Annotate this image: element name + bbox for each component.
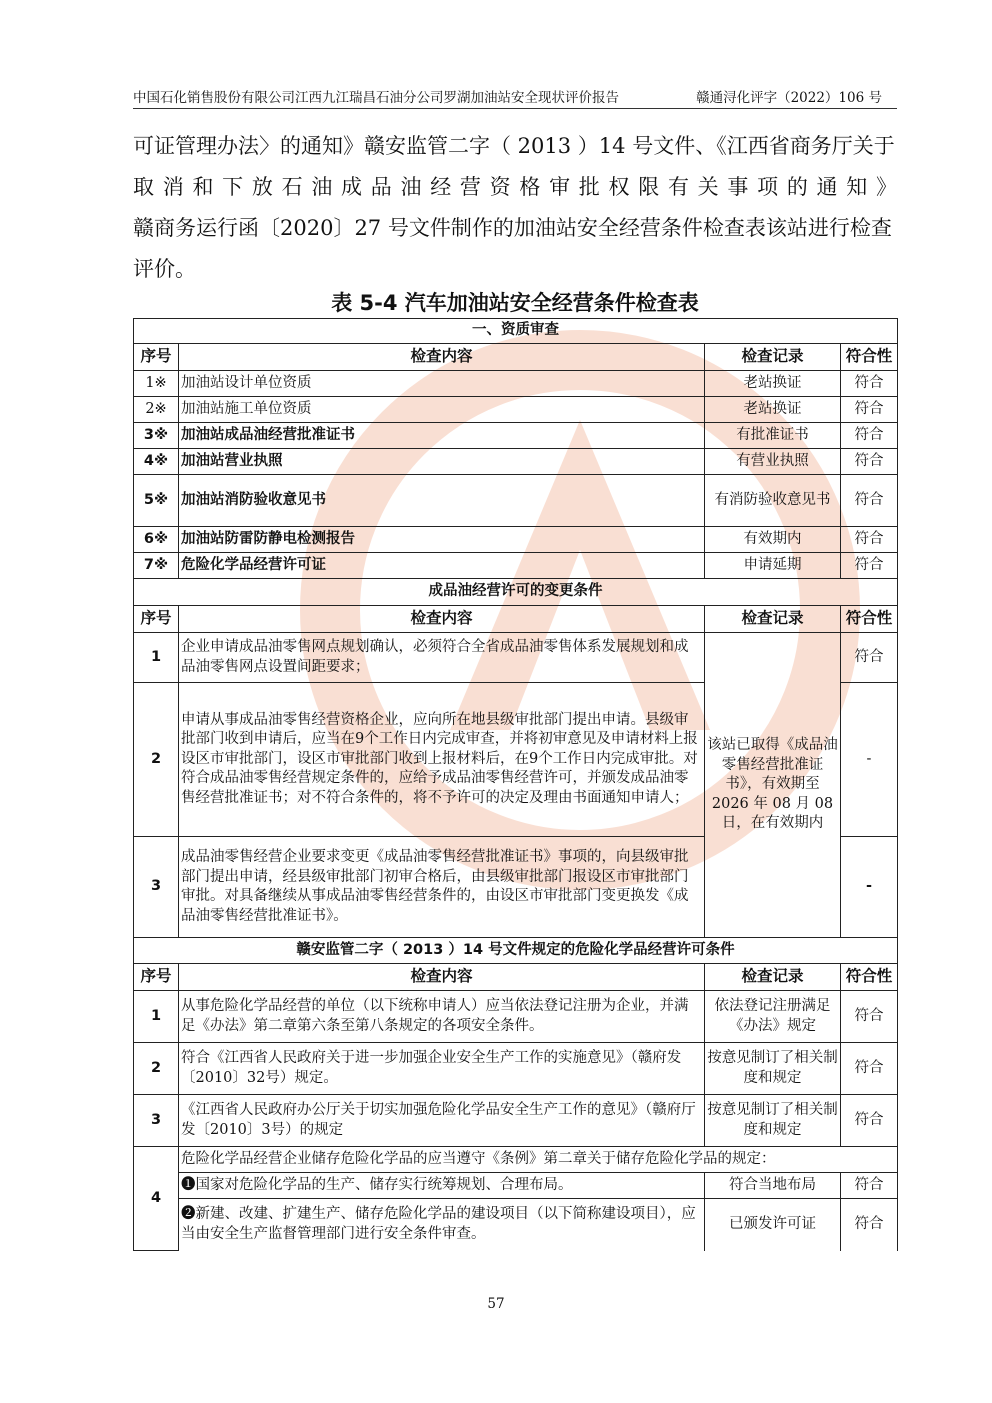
table-row: [134, 991, 898, 1043]
check-table: [133, 318, 898, 1251]
col-header-content: 检查内容: [179, 606, 705, 633]
table-row: [134, 633, 898, 683]
col-header-record: 检查记录: [705, 606, 841, 633]
row-content: 危险化学品经营许可证: [179, 553, 705, 579]
row-seq: 2※: [134, 397, 179, 423]
col-header-seq: 序号: [134, 964, 179, 991]
row-record: 按意见制订了相关制度和规定: [705, 1043, 841, 1095]
row-seq: 2: [134, 1043, 179, 1095]
row-content: 加油站防雷防静电检测报告: [179, 527, 705, 553]
row-record: 老站换证: [705, 371, 841, 397]
row-seq: 6※: [134, 527, 179, 553]
col-header-seq: 序号: [134, 606, 179, 633]
row-seq: 3: [134, 837, 179, 938]
row-intro: 危险化学品经营企业储存危险化学品的应当遵守《条例》第二章关于储存危险化学品的规定：: [179, 1147, 898, 1173]
row-seq: 1: [134, 991, 179, 1043]
section-title: 赣安监管二字（ 2013 ）14 号文件规定的危险化学品经营许可条件: [134, 938, 898, 964]
section-title-row: [134, 938, 898, 964]
table-row: [134, 527, 898, 553]
row-conform: 符合: [841, 527, 898, 553]
col-header-conform: 符合性: [841, 606, 898, 633]
row-seq: 3※: [134, 423, 179, 449]
header-report-number: 赣通浔化评字（2022）106 号: [696, 90, 882, 106]
paragraph-line: 赣商务运行函〔2020〕27 号文件制作的加油站安全经营条件检查表该站进行检查: [133, 216, 892, 240]
row-conform: -: [841, 683, 898, 837]
col-header-record: 检查记录: [705, 964, 841, 991]
row-conform: 符合: [841, 553, 898, 579]
row-record: 有批准证书: [705, 423, 841, 449]
row-record: 有效期内: [705, 527, 841, 553]
header-divider: [133, 108, 897, 109]
row-conform: 符合: [841, 1095, 898, 1147]
row-conform: 符合: [841, 1043, 898, 1095]
row-content: 加油站消防验收意见书: [179, 475, 705, 527]
page-number: 57: [487, 1296, 505, 1312]
row-content: 申请从事成品油零售经营资格企业，应向所在地县级审批部门提出申请。县级审批部门收到申请后，应当在9个工作日内完成审查，并将初审意见及申请材料上报设区市审批部门，设区市审批部门收到上报材料后，在9个工作日内完成审批。对符合成品油零售经营规定条件的，应给予成品油零售经营许可，并颁发成品油零售经营批准证书；对不符合条件的，将不予许可的决定及理由书面通知申请人；: [179, 683, 705, 837]
table-row: [134, 553, 898, 579]
col-header-seq: 序号: [134, 344, 179, 371]
paragraph-line: 可证管理办法〉的通知》赣安监管二字（ 2013 ）14 号文件、《江西省商务厅关于: [133, 134, 895, 158]
column-header-row: [134, 344, 898, 371]
row-conform: 符合: [841, 1173, 898, 1199]
table-row: [134, 423, 898, 449]
row-record: 老站换证: [705, 397, 841, 423]
header-report-title: 中国石化销售股份有限公司江西九江瑞昌石油分公司罗湖加油站安全现状评价报告: [133, 90, 619, 106]
row-content: 加油站成品油经营批准证书: [179, 423, 705, 449]
row-seq: 3: [134, 1095, 179, 1147]
row-record: 已颁发许可证: [705, 1199, 841, 1251]
paragraph-line: 取 消 和 下 放 石 油 成 品 油 经 营 资 格 审 批 权 限 有 关 事 项 的 通 知 》: [133, 175, 897, 199]
paragraph-line: 评价。: [133, 257, 196, 281]
table-row: [134, 371, 898, 397]
row-content: 加油站施工单位资质: [179, 397, 705, 423]
row-record: 有营业执照: [705, 449, 841, 475]
row-conform: 符合: [841, 423, 898, 449]
column-header-row: [134, 606, 898, 633]
row-conform: 符合: [841, 371, 898, 397]
table-row: [134, 1095, 898, 1147]
row-seq: 7※: [134, 553, 179, 579]
row-record: 符合当地布局: [705, 1173, 841, 1199]
row-conform: 符合: [841, 475, 898, 527]
table-row: [134, 1043, 898, 1095]
row-seq: 5※: [134, 475, 179, 527]
row-content: ❷新建、改建、扩建生产、储存危险化学品的建设项目（以下简称建设项目），应当由安全生产监督管理部门进行安全条件审查。: [179, 1199, 705, 1251]
row-record: 申请延期: [705, 553, 841, 579]
row-record: 有消防验收意见书: [705, 475, 841, 527]
row-conform: 符合: [841, 449, 898, 475]
table-title: 表 5-4 汽车加油站安全经营条件检查表: [331, 291, 699, 315]
col-header-conform: 符合性: [841, 344, 898, 371]
row-record: 依法登记注册满足《办法》规定: [705, 991, 841, 1043]
section-title: 成品油经营许可的变更条件: [134, 579, 898, 606]
body-paragraph: [133, 126, 897, 290]
table-row: [134, 1147, 898, 1173]
merged-record: 该站已取得《成品油零售经营批准证书》，有效期至 2026 年 08 月 08 日，在有效期内: [705, 633, 841, 938]
row-conform: -: [841, 837, 898, 938]
row-conform: 符合: [841, 633, 898, 683]
row-content: 成品油零售经营企业要求变更《成品油零售经营批准证书》事项的，向县级审批部门提出申请，经县级审批部门初审合格后，由县级审批部门报设区市审批部门审批。对具备继续从事成品油零售经营条件的，由设区市审批部门变更换发《成品油零售经营批准证书》。: [179, 837, 705, 938]
col-header-content: 检查内容: [179, 964, 705, 991]
col-header-content: 检查内容: [179, 344, 705, 371]
table-row: [134, 475, 898, 527]
table-row: [134, 397, 898, 423]
row-content: 符合《江西省人民政府关于进一步加强企业安全生产工作的实施意见》（赣府发〔2010〕32号）规定。: [179, 1043, 705, 1095]
column-header-row: [134, 964, 898, 991]
row-record: 按意见制订了相关制度和规定: [705, 1095, 841, 1147]
table-row: [134, 449, 898, 475]
row-content: ❶国家对危险化学品的生产、储存实行统筹规划、合理布局。: [179, 1173, 705, 1199]
section-title: 一、资质审查: [134, 319, 898, 344]
row-seq: 1: [134, 633, 179, 683]
row-seq: 1※: [134, 371, 179, 397]
table-row: [134, 1199, 898, 1251]
row-seq: 4: [134, 1147, 179, 1251]
row-seq: 2: [134, 683, 179, 837]
table-row: [134, 1173, 898, 1199]
row-content: 加油站设计单位资质: [179, 371, 705, 397]
section-title-row: [134, 579, 898, 606]
col-header-record: 检查记录: [705, 344, 841, 371]
row-conform: 符合: [841, 991, 898, 1043]
col-header-conform: 符合性: [841, 964, 898, 991]
row-content: 加油站营业执照: [179, 449, 705, 475]
row-seq: 4※: [134, 449, 179, 475]
row-content: 《江西省人民政府办公厅关于切实加强危险化学品安全生产工作的意见》（赣府厅发〔2010〕3号）的规定: [179, 1095, 705, 1147]
row-content: 企业申请成品油零售网点规划确认，必须符合全省成品油零售体系发展规划和成品油零售网点设置间距要求；: [179, 633, 705, 683]
row-conform: 符合: [841, 397, 898, 423]
row-content: 从事危险化学品经营的单位（以下统称申请人）应当依法登记注册为企业，并满足《办法》第二章第六条至第八条规定的各项安全条件。: [179, 991, 705, 1043]
section-title-row: [134, 319, 898, 344]
row-conform: 符合: [841, 1199, 898, 1251]
